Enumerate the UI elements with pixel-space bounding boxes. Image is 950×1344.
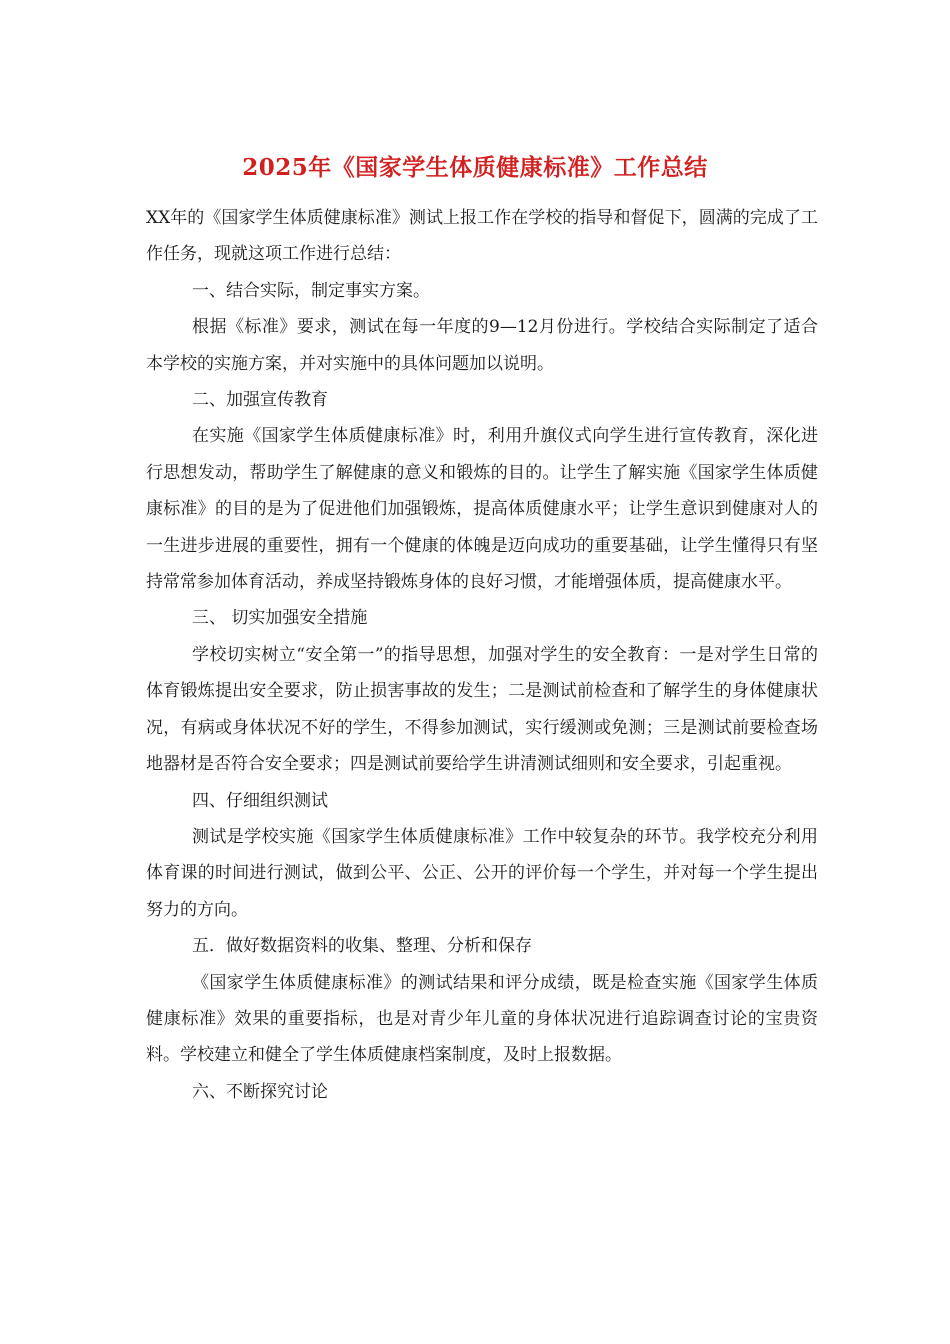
section-paragraph-5: 《国家学生体质健康标准》的测试结果和评分成绩，既是检查实施《国家学生体质健康标准》效果的重要指标，也是对青少年儿童的身体状况进行追踪调查讨论的宝贵资料。学校建立和健全了学生体质健康档案制度，及时上报数据。 — [146, 972, 818, 1066]
document-title: 2025年《国家学生体质健康标准》工作总结 — [242, 154, 708, 181]
section-heading-4: 四、仔细组织测试 — [192, 790, 328, 811]
intro-paragraph: XX年的《国家学生体质健康标准》测试上报工作在学校的指导和督促下，圆满的完成了工作任务，现就这项工作进行总结： — [146, 208, 818, 265]
section-paragraph-2: 在实施《国家学生体质健康标准》时，利用升旗仪式向学生进行宣传教育，深化进行思想发动，帮助学生了解健康的意义和锻炼的目的。让学生了解实施《国家学生体质健康标准》的目的是为了促进他们加强锻炼，提高体质健康水平；让学生意识到健康对人的一生进步进展的重要性，拥有一个健康的体魄是迈向成功的重要基础，让学生懂得只有坚持常常参加体育活动，养成坚持锻炼身体的良好习惯，才能增强体质，提高健康水平。 — [146, 426, 818, 593]
section-heading-6: 六、不断探究讨论 — [192, 1081, 328, 1102]
section-paragraph-4: 测试是学校实施《国家学生体质健康标准》工作中较复杂的环节。我学校充分利用体育课的时间进行测试，做到公平、公正、公开的评价每一个学生，并对每一个学生提出努力的方向。 — [146, 826, 818, 920]
section-heading-1: 一、结合实际，制定事实方案。 — [192, 280, 430, 301]
section-heading-3: 三、 切实加强安全措施 — [192, 608, 368, 629]
section-paragraph-1: 根据《标准》要求，测试在每一年度的9—12月份进行。学校结合实际制定了适合本学校的实施方案，并对实施中的具体问题加以说明。 — [146, 317, 818, 374]
section-heading-2: 二、加强宣传教育 — [192, 390, 328, 411]
section-heading-5: 五．做好数据资料的收集、整理、分析和保存 — [192, 936, 532, 957]
document-body — [146, 200, 818, 1110]
section-paragraph-3: 学校切实树立“安全第一”的指导思想，加强对学生的安全教育：一是对学生日常的体育锻炼提出安全要求，防止损害事故的发生；二是测试前检查和了解学生的身体健康状况，有病或身体状况不好的学生，不得参加测试，实行缓测或免测；三是测试前要检查场地器材是否符合安全要求；四是测试前要给学生讲清测试细则和安全要求，引起重视。 — [146, 644, 818, 775]
